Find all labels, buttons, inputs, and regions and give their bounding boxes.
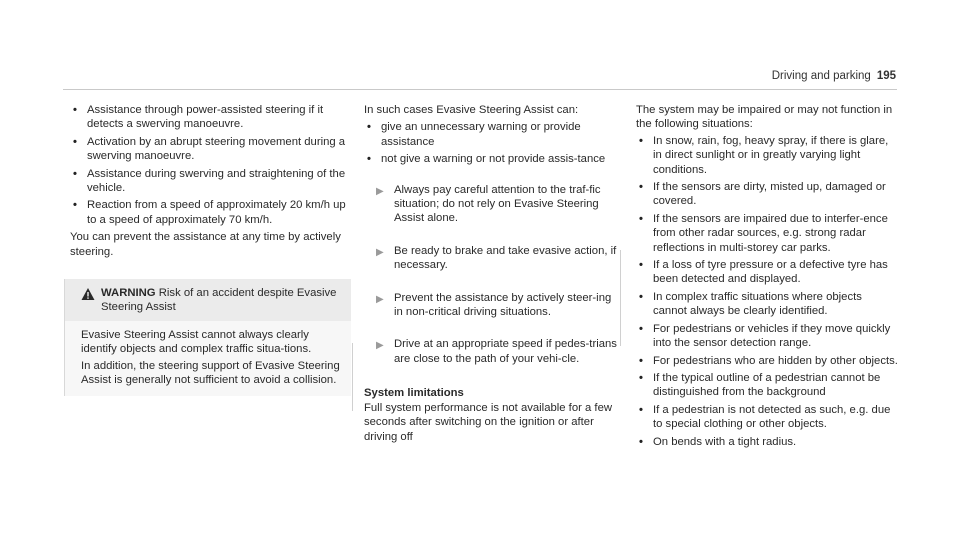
list-item: • Assistance through power-assisted steering if it detects a swerving manoeuvre. <box>70 103 352 132</box>
tip-item <box>364 337 620 366</box>
column-divider <box>352 343 353 411</box>
list-item: • In complex traffic situations where objects cannot always be clearly identified. <box>636 290 898 319</box>
arrow-right-icon: ▶ <box>376 246 384 258</box>
prevent-assist-paragraph: You can prevent the assistance at any time by actively steering. <box>70 231 341 258</box>
column-divider <box>620 250 621 346</box>
list-item: • For pedestrians or vehicles if they move quickly into the sensor detection range. <box>636 322 898 351</box>
warning-header <box>65 279 351 321</box>
header-divider <box>63 89 897 90</box>
tip-item <box>364 244 620 273</box>
cases-list <box>364 120 620 166</box>
page-header <box>772 70 896 82</box>
list-item: • If the sensors are dirty, misted up, damaged or covered. <box>636 180 898 209</box>
list-item: • On bends with a tight radius. <box>636 435 898 449</box>
warning-title: Risk of an accident despite Evasive Steering Assist <box>101 287 337 314</box>
warning-box <box>64 279 351 395</box>
list-item: • not give a warning or not provide assis-tance <box>364 152 620 166</box>
page-number: 195 <box>876 70 896 82</box>
system-limitations-text: Full system performance is not available for a few seconds after switching on the ignition or after driving off <box>364 401 613 443</box>
column-3 <box>636 103 898 452</box>
arrow-right-icon: ▶ <box>376 340 384 352</box>
cases-intro: In such cases Evasive Steering Assist can: <box>364 104 579 116</box>
warning-text-2: In addition, the steering support of Evasive Steering Assist is generally not sufficient to avoid a collision. <box>81 359 340 387</box>
list-item: • For pedestrians who are hidden by other objects. <box>636 354 898 368</box>
warning-body <box>65 321 351 396</box>
assist-feature-list <box>70 103 352 227</box>
list-item: • give an unnecessary warning or provide assistance <box>364 120 620 149</box>
impairment-list <box>636 134 898 449</box>
tip-item <box>364 183 620 226</box>
column-1 <box>70 103 352 396</box>
arrow-right-icon: ▶ <box>376 185 384 197</box>
list-item: • In snow, rain, fog, heavy spray, if there is glare, in direct sunlight or in greatly varying light conditions. <box>636 134 898 177</box>
tip-text: Be ready to brake and take evasive action, if necessary. <box>394 244 617 272</box>
tip-text: Always pay careful attention to the traf-fic situation; do not rely on Evasive Steering Assist alone. <box>394 183 601 225</box>
column-2 <box>364 103 620 444</box>
warning-label: WARNING <box>101 287 156 300</box>
list-item: • If a loss of tyre pressure or a defective tyre has been detected and displayed. <box>636 258 898 287</box>
tip-text: Drive at an appropriate speed if pedes-trians are close to the path of your vehi-cle. <box>394 338 617 365</box>
warning-triangle-icon <box>81 287 95 301</box>
warning-heading <box>101 286 341 315</box>
section-title: Driving and parking <box>771 70 871 82</box>
arrow-right-icon: ▶ <box>376 293 384 305</box>
list-item: • If the sensors are impaired due to interfer-ence from other radar sources, e.g. strong radar reflections in multi-storey car parks. <box>636 212 898 255</box>
system-limitations-heading: System limitations <box>364 387 464 400</box>
tip-item <box>364 291 620 320</box>
tips-list <box>364 183 620 367</box>
impairment-intro: The system may be impaired or may not function in the following situations: <box>636 104 893 131</box>
list-item: • If a pedestrian is not detected as such, e.g. due to special clothing or other objects. <box>636 403 898 432</box>
list-item: • Reaction from a speed of approximately 20 km/h up to a speed of approximately 70 km/h. <box>70 198 352 227</box>
list-item: • If the typical outline of a pedestrian cannot be distinguished from the background <box>636 371 898 400</box>
tip-text: Prevent the assistance by actively steer-ing in non-critical driving situations. <box>394 291 612 319</box>
list-item: • Activation by an abrupt steering movement during a swerving manoeuvre. <box>70 135 352 164</box>
list-item: • Assistance during swerving and straightening of the vehicle. <box>70 167 352 196</box>
warning-text-1: Evasive Steering Assist cannot always clearly identify objects and complex traffic situa-tions. <box>81 328 312 356</box>
